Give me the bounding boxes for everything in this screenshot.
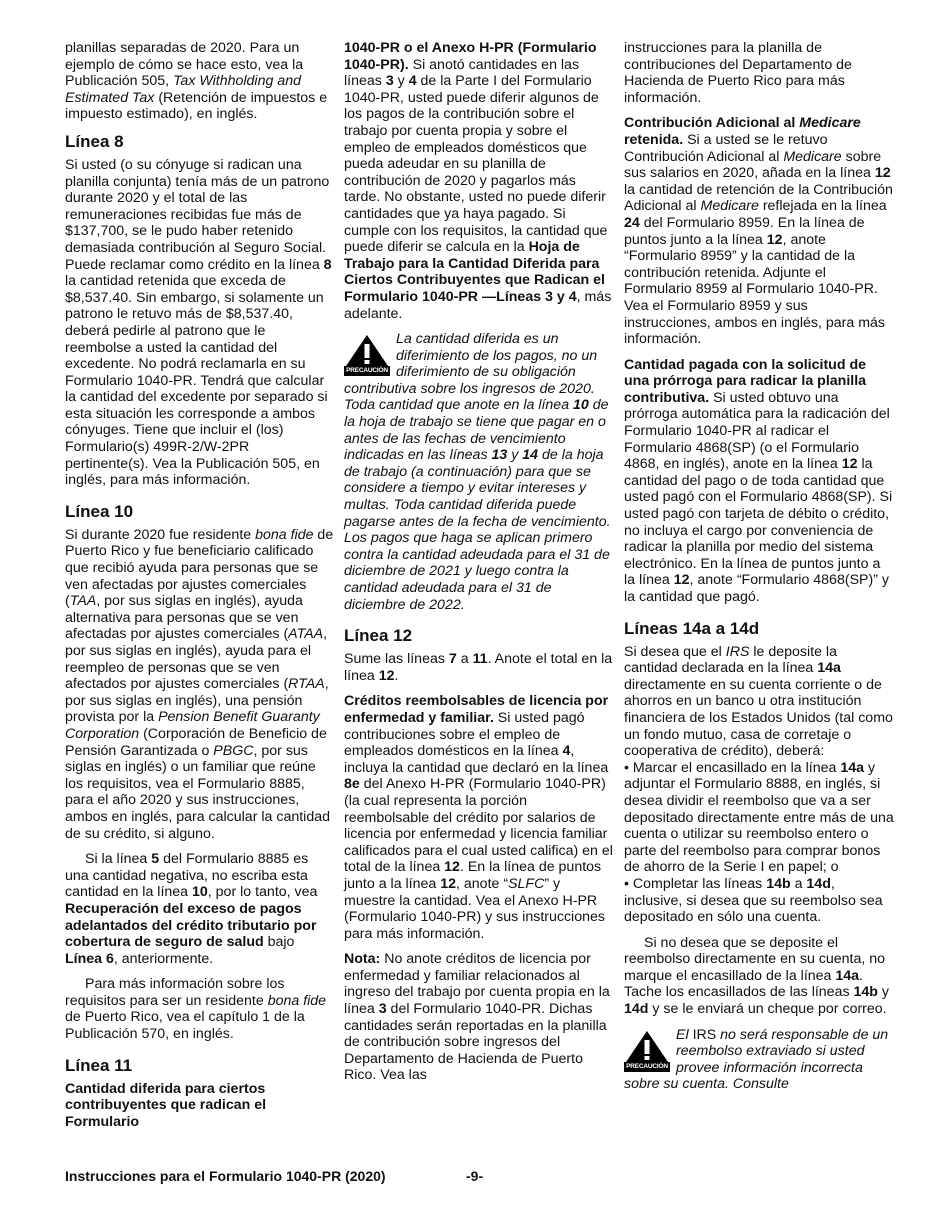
heading-lineas-14a-14d: Líneas 14a a 14d [624, 618, 760, 638]
paragraph-linea-12: Sume las líneas 7 a 11. Anote el total en la línea 12. [344, 651, 613, 684]
paragraph-no-deposito: Si no desea que se deposite el reembolso directamente en su cuenta, no marque el encasillado de la línea 14a. Tache los encasillados de las líneas 14b y 14d y se le enviará un cheque por correo. [624, 934, 889, 1018]
paragraph-hacienda: instrucciones para la planilla de contribuciones del Departamento de Hacienda de Puerto Rico para más información. [624, 40, 852, 106]
heading-linea-12: Línea 12 [344, 626, 413, 646]
paragraph-linea-11-head: Cantidad diferida para ciertos contribuyentes que radican el Formulario [65, 1080, 267, 1130]
paragraph-lineas-14: Si desea que el IRS le deposite la cantidad declarada en la línea 14a directamente en su cuenta corriente o de ahorros en un banco u otra institución financiera de los Estados Unidos (tal como un fondo mutuo, casa de corretaje o cooperativa de crédito), deberá: [624, 643, 893, 760]
heading-linea-10: Línea 10 [65, 501, 134, 521]
column-2 [344, 40, 614, 1093]
caution-label: PRECAUCIÓN [624, 1062, 670, 1072]
bullet-item-14a: • Marcar el encasillado en la línea 14a y adjuntar el Formulario 8888, en inglés, si desea dividir el reembolso que va a ser depositado directamente entre más de una cuenta o utilizar su reembolso entero o parte del reembolso para comprar bonos de ahorro de la Serie I en papel; o [624, 759, 894, 876]
heading-linea-11: Línea 11 [65, 1055, 133, 1075]
paragraph-deferral: 1040-PR o el Anexo H-PR (Formulario 1040-PR). Si anotó cantidades en las líneas 3 y 4 de la Parte I del Formulario 1040-PR, usted puede diferir algunos de los pagos de la contribución sobre el trabajo por cuenta propia y sobre el empleo de empleados domésticos que pueda adeudar en su planilla de contribución de 2020 y pagarlos más tarde. No obstante, usted no puede diferir cantidades que ya haya pagado. Si cumple con los requisitos, la cantidad que puede diferir se calcula en la Hoja de Trabajo para la Cantidad Diferida para Ciertos Contribuyentes que Radican el Formulario 1040-PR —Líneas 3 y 4, más adelante. [344, 40, 612, 322]
caution-icon [344, 333, 390, 377]
footer-title: Instrucciones para el Formulario 1040-PR (2020) [65, 1168, 386, 1184]
paragraph-intro: planillas separadas de 2020. Para un ejemplo de cómo se hace esto, vea la Publicación 505, Tax Withholding and Estimated Tax (Retención de impuestos e impuesto estimado), en inglés. [65, 40, 328, 123]
heading-linea-8: Línea 8 [65, 131, 124, 151]
page-number: -9- [466, 1168, 484, 1184]
paragraph-nota: Nota: No anote créditos de licencia por enfermedad y familiar relacionados al ingreso del trabajo por cuenta propia en la línea 3 del Formulario 1040-PR. Dichas cantidades serán reportadas en la planilla de contribución sobre ingresos del Departamento de Hacienda de Puerto Rico. Vea las [344, 951, 610, 1084]
paragraph-linea-8: Si usted (o su cónyuge si radican una planilla conjunta) tenía más de un patrono durante 2020 y el total de las remuneraciones recibidas fue más de $137,700, se le pudo haber retenido demasiada contribución al Seguro Social. Puede reclamar como crédito en la línea 8 la cantidad retenida que exceda de $8,537.40. Sin embargo, si solamente un patrono le retuvo más de $8,537.40, deberá pedirle al patrono que le reembolse a usted la cantidad del excedente. No podrá reclamarla en su Formulario 1040-PR. Tendrá que calcular la cantidad del excedente por separado si esta situación les corresponde a ambos cónyuges. Tiene que incluir el (los) Formulario(s) 499R-2/W-2PR pertinente(s). Vea la Publicación 505, en inglés, para más información. [65, 156, 332, 489]
bullet-item-14b-14d: • Completar las líneas 14b a 14d, inclusive, si desea que su reembolso sea depositado en sólo una cuenta. [624, 875, 883, 926]
paragraph-linea-10-negative: Si la línea 5 del Formulario 8885 es una cantidad negativa, no escriba esta cantidad en la línea 10, por lo tanto, vea Recuperación del exceso de pagos adelantados del crédito tributario por cobertura de seguro de salud bajo Línea 6, anteriormente. [65, 851, 318, 967]
paragraph-linea-10: Si durante 2020 fue residente bona fide de Puerto Rico y fue beneficiario calificado que recibió ayuda para personas que se ven afectadas por ajustes comerciales (TAA, por sus siglas en inglés), ayuda alternativa para personas que se ven afectadas por ajustes comerciales (ATAA, por sus siglas en inglés), ayuda para el reempleo de personas que se ven afectados por ajustes comerciales (RTAA, por sus siglas en inglés), una pensión provista por la Pension Benefit Guaranty Corporation (Corporación de Beneficio de Pensión Garantizada o PBGC, por sus siglas en inglés) o un familiar que reúne los requisitos, vea el Formulario 8885, para el año 2020 y sus instrucciones, ambos en inglés, para calcular la cantidad de su crédito, si alguno. [65, 526, 334, 842]
paragraph-creditos-licencia: Créditos reembolsables de licencia por enfermedad y familiar. Si usted pagó contribuciones sobre el empleo de empleados domésticos en la línea 4, incluya la cantidad que declaró en la línea 8e del Anexo H-PR (Formulario 1040-PR) (la cual representa la porción reembolsable del crédito por salarios de licencia por enfermedad y licencia familiar calificados para el cual usted califica) en el total de la línea 12. En la línea de puntos junto a la línea 12, anote “SLFC” y muestre la cantidad. Vea el Anexo H-PR (Formulario 1040-PR) y sus instrucciones para más información. [344, 693, 613, 942]
column-3 [624, 40, 894, 1103]
caution-note-deferral: PRECAUCIÓN La cantidad diferida es un diferimiento de los pagos, no un diferimiento de su obligación contributiva sobre los ingresos de 2020. Toda cantidad que anote en la línea 10 de la hoja de trabajo se tiene que pagar en o antes de las fechas de vencimiento indicadas en las líneas 13 y 14 de la hoja de trabajo (a continuación) para que se considere a tiempo y evitar intereses y multas. Toda cantidad diferida puede pagarse antes de la fecha de vencimiento. Los pagos que haga se aplican primero contra la cantidad adeudada para el 31 de diciembre de 2021 y luego contra la cantidad adeudada para el 31 de diciembre de 2022. [344, 331, 611, 613]
paragraph-medicare: Contribución Adicional al Medicare retenida. Si a usted se le retuvo Contribución Adicional al Medicare sobre sus salarios en 2020, añada en la línea 12 la cantidad de retención de la Contribución Adicional al Medicare reflejada en la línea 24 del Formulario 8959. En la línea de puntos junto a la línea 12, anote “Formulario 8959” y la cantidad de la contribución retenida. Adjunte el Formulario 8959 al Formulario 1040-PR. Vea el Formulario 8959 y sus instrucciones, ambos en inglés, para más información. [624, 115, 893, 348]
caution-icon [624, 1029, 670, 1073]
paragraph-linea-10-bona-fide: Para más información sobre los requisitos para ser un residente bona fide de Puerto Rico, vea el capítulo 1 de la Publicación 570, en inglés. [65, 976, 327, 1043]
caution-note-refund: PRECAUCIÓN El IRS no será responsable de un reembolso extraviado si usted provee información incorrecta sobre su cuenta. Consulte [624, 1026, 889, 1093]
caution-label: PRECAUCIÓN [344, 366, 390, 376]
paragraph-prorroga: Cantidad pagada con la solicitud de una prórroga para radicar la planilla contributiva. Si usted obtuvo una prórroga automática para la radicación del Formulario 1040-PR al radicar el Formulario 4868(SP) (o el Formulario 4868, en inglés), anote en la línea 12 la cantidad del pago o de toda cantidad que usted pagó con el Formulario 4868(SP). Si usted pagó con tarjeta de débito o crédito, no incluya el cargo por conveniencia de radicar la planilla por medio del sistema electrónico. En la línea de puntos junto a la línea 12, anote “Formulario 4868(SP)” y la cantidad que pagó. [624, 356, 893, 605]
column-1 [65, 40, 335, 1139]
